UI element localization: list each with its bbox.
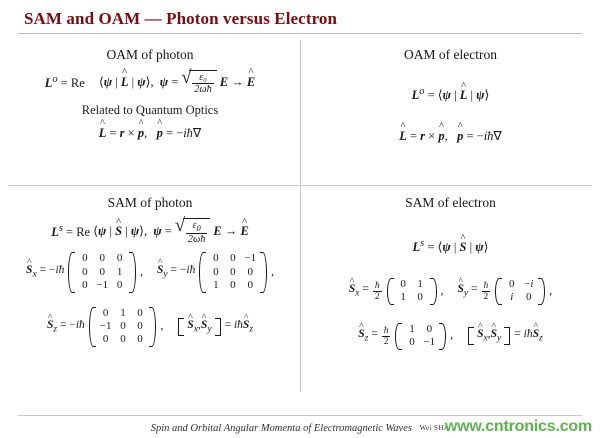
quadrant-oam-electron <box>301 38 600 185</box>
matrix-electron-sy: 0 −i i 0 <box>509 278 534 304</box>
oam-electron-operators: L ^ = r × p ^, p ^ = −iħ∇ <box>301 128 600 145</box>
sam-photon-heading: SAM of photon <box>107 195 193 210</box>
oam-photon-note: Related to Quantum Optics <box>81 103 219 118</box>
matrix-electron-sx: 0 1 1 0 <box>400 278 423 304</box>
page-title: SAM and OAM — Photon versus Electron <box>24 9 338 28</box>
oam-photon-heading: OAM of photon <box>106 47 194 62</box>
two-omega-hbar: 2ωħ <box>194 84 212 96</box>
matrix-photon-sx: 0 0 0 0 0 1 0 −1 0 <box>82 252 123 292</box>
sam-electron-sx-sy: S $\^{}_x$ = $\frac{ħ}{2}$ 0 1 1 0 , S $\^{}_y$ = $\frac{ħ}{2}$ 0 −i i 0 , <box>301 278 600 305</box>
quadrant-sam-electron <box>301 186 600 396</box>
sam-photon-sx-sy: S $\^{}_x$ = −iħ 0 0 0 0 0 1 0 −1 0 , S $\^{}_y$ = −iħ 0 0 −1 0 0 0 1 0 0 , <box>0 252 300 292</box>
footer-text: Spin and Orbital Angular Momenta of Electromagnetic Waves <box>150 423 412 434</box>
sam-photon-main-equation: $L^s = Re$ ⟨ψ | S ^ | ψ⟩, ψ = √ $\frac{\varepsilon_0}{2\omega ħ}$ E → E ^ <box>0 218 300 245</box>
matrix-electron-sz: 1 0 0 −1 <box>409 322 436 349</box>
sam-electron-main-equation: $L^s$ = ⟨ψ | S ^ | ψ⟩ <box>301 237 600 256</box>
watermark: www.cntronics.com <box>444 418 592 435</box>
oam-electron-main-equation: $L^o$ = ⟨ψ | L ^ | ψ⟩ <box>301 85 600 104</box>
sam-electron-heading: SAM of electron <box>405 195 496 210</box>
footer-divider <box>18 415 582 416</box>
content-grid <box>0 38 600 396</box>
oam-photon-operators: L ^ = r × p ^, p ^ = −iħ∇ <box>0 125 300 142</box>
sam-photon-sz-commutator: S $\^{}_z$ = −iħ 0 1 0 −1 0 0 0 0 0 , S $\^{}_x,S$ $\^{}_y$ = iħS $\^{}_z$ <box>0 307 300 347</box>
matrix-photon-sy: 0 0 −1 0 0 0 1 0 0 <box>213 252 257 292</box>
sam-electron-sz-commutator: S $\^{}_z$ = $\frac{ħ}{2}$ 1 0 0 −1 , S $\^{}_x,S$ $\^{}_y$ = iħS $\^{}_z$ <box>301 323 600 350</box>
matrix-photon-sz: 0 1 0 −1 0 0 0 0 0 <box>99 306 143 346</box>
quadrant-sam-photon <box>0 186 300 396</box>
epsilon-zero: ε₀ <box>199 72 207 83</box>
footer-author: Wei SHA <box>419 424 450 432</box>
title-divider <box>18 33 582 34</box>
oam-photon-main-equation: $L^o = Re$ ⟨ψ | L ^ | ψ⟩, ψ = √ $\frac{\text{ε₀}}{2\omega ħ}$ E → E ^ <box>0 70 300 95</box>
quadrant-oam-photon <box>0 38 300 185</box>
oam-electron-heading: OAM of electron <box>404 47 497 62</box>
